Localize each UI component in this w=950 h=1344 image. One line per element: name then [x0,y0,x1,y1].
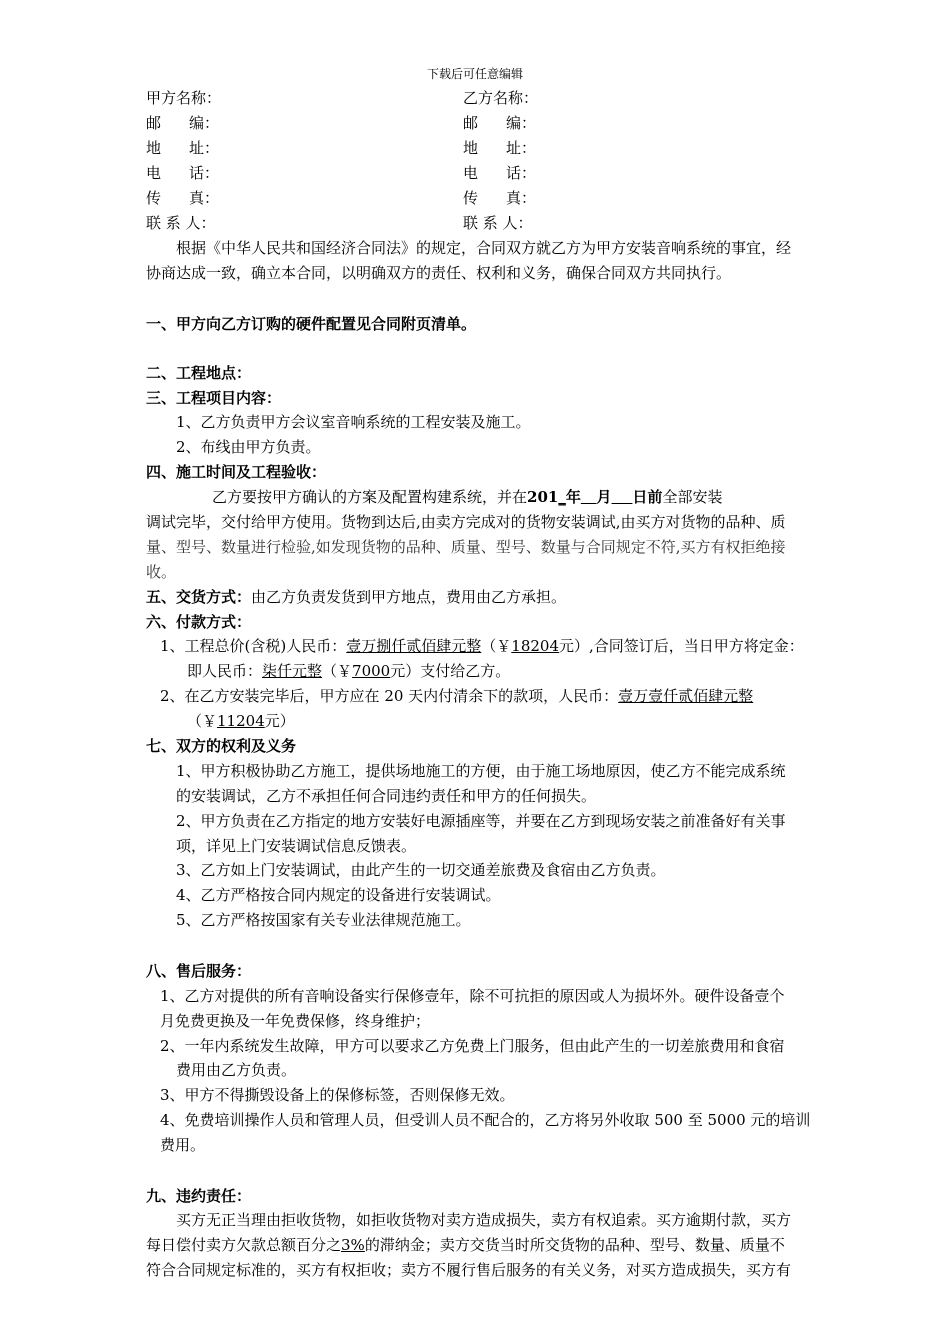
party-b-zip-label: 邮 编： [463,114,537,132]
section-8-item-1-line-2: 月免费更换及一年免费保修，终身维护； [160,1012,431,1030]
section-4-para-line-1: 乙方要按甲方确认的方案及配置构建系统，并在201_年 月 日前全部安装 [212,488,723,506]
section-3-item-2: 2、布线由甲方负责。 [176,438,321,456]
section-8-item-3: 3、甲方不得撕毁设备上的保修标签，否则保修无效。 [160,1086,515,1104]
section-7-item-1-line-2: 的安装调试，乙方不承担任何合同违约责任和甲方的任何损失。 [176,787,597,805]
section-7-item-2-line-1: 2、甲方负责在乙方指定的地方安装好电源插座等，并要在乙方到现场安装之前准备好有关事 [176,812,786,830]
party-a-contact-label: 联 系 人： [146,214,216,232]
party-b-address-label: 地 址： [463,139,537,157]
section-8-item-4-line-1: 4、免费培训操作人员和管理人员，但受训人员不配合的，乙方将另外收取 500 至 5000 元的培训 [160,1111,811,1129]
section-9-para-line-2: 每日偿付卖方欠款总额百分之3%的滞纳金；卖方交货当时所交货物的品种、型号、数量、质量不 [146,1236,785,1254]
party-a-fax-label: 传 真： [146,189,220,207]
party-a-zip-label: 邮 编： [146,114,220,132]
section-9-title: 九、违约责任： [146,1187,252,1205]
section-4-para-line-2: 调试完毕，交付给甲方使用。货物到达后,由卖方完成对的货物安装调试,由买方对货物的品种、质 [146,513,786,531]
section-8-title: 八、售后服务： [146,962,252,980]
section-5-title: 五、交货方式： [146,588,252,606]
party-a-name-label: 甲方名称： [146,89,222,107]
section-6-item-1-line-2: 即人民币：柒仟元整（￥7000元）支付给乙方。 [187,662,511,680]
section-9-para-line-1: 买方无正当理由拒收货物，如拒收货物对卖方造成损失，卖方有权追索。买方逾期付款，买方 [176,1211,792,1229]
section-8-item-4-line-2: 费用。 [160,1136,206,1154]
section-3-title: 三、工程项目内容： [146,389,282,407]
section-3-item-1: 1、乙方负责甲方会议室音响系统的工程安装及施工。 [176,413,531,431]
intro-line-1: 根据《中华人民共和国经济合同法》的规定，合同双方就乙方为甲方安装音响系统的事宜，经 [176,239,792,257]
section-4-para-line-4: 收。 [146,563,177,581]
section-7-item-3: 3、乙方如上门安装调试，由此产生的一切交通差旅费及食宿由乙方负责。 [176,861,666,879]
section-9-para-line-3: 符合合同规定标准的，买方有权拒收；卖方不履行售后服务的有关义务，对买方造成损失，买方有 [146,1261,792,1279]
party-b-fax-label: 传 真： [463,189,537,207]
section-1-title: 一、甲方向乙方订购的硬件配置见合同附页清单。 [146,315,477,333]
party-a-phone-label: 电 话： [146,164,220,182]
section-6-item-2-line-1: 2、在乙方安装完毕后，甲方应在 20 天内付清余下的款项，人民币：壹万壹仟贰佰肆元整 [160,687,754,705]
section-4-title: 四、施工时间及工程验收： [146,463,327,481]
section-7-item-2-line-2: 项，详见上门安装调试信息反馈表。 [176,837,417,855]
party-b-phone-label: 电 话： [463,164,537,182]
section-6-item-2-line-2: （￥11204元） [187,712,295,730]
section-4-para-line-3: 量、型号、数量进行检验,如发现货物的品种、质量、型号、数量与合同规定不符,买方有权拒绝接 [146,538,786,556]
section-8-item-2-line-2: 费用由乙方负责。 [176,1061,297,1079]
section-6-item-1-line-1: 1、工程总价(含税)人民币：壹万捌仟贰佰肆元整（￥18204元）,合同签订后，当日甲方将定金： [160,637,804,655]
section-7-item-1-line-1: 1、甲方积极协助乙方施工，提供场地施工的方便，由于施工场地原因，使乙方不能完成系统 [176,762,786,780]
section-5-line: 五、交货方式：由乙方负责发货到甲方地点，费用由乙方承担。 [146,588,567,606]
party-b-name-label: 乙方名称： [463,89,539,107]
section-2-title: 二、工程地点： [146,364,252,382]
section-7-item-4: 4、乙方严格按合同内规定的设备进行安装调试。 [176,886,501,904]
section-7-title: 七、双方的权利及义务 [146,737,297,755]
section-7-item-5: 5、乙方严格按国家有关专业法律规范施工。 [176,911,471,929]
page-header-note: 下载后可任意编辑 [426,67,523,81]
section-8-item-1-line-1: 1、乙方对提供的所有音响设备实行保修壹年，除不可抗拒的原因或人为损坏外。硬件设备壹个 [160,987,785,1005]
party-b-contact-label: 联 系 人： [463,214,533,232]
intro-line-2: 协商达成一致，确立本合同，以明确双方的责任、权利和义务，确保合同双方共同执行。 [146,264,732,282]
party-a-address-label: 地 址： [146,139,220,157]
section-8-item-2-line-1: 2、一年内系统发生故障，甲方可以要求乙方免费上门服务，但由此产生的一切差旅费用和食宿 [160,1037,785,1055]
section-6-title: 六、付款方式： [146,613,252,631]
